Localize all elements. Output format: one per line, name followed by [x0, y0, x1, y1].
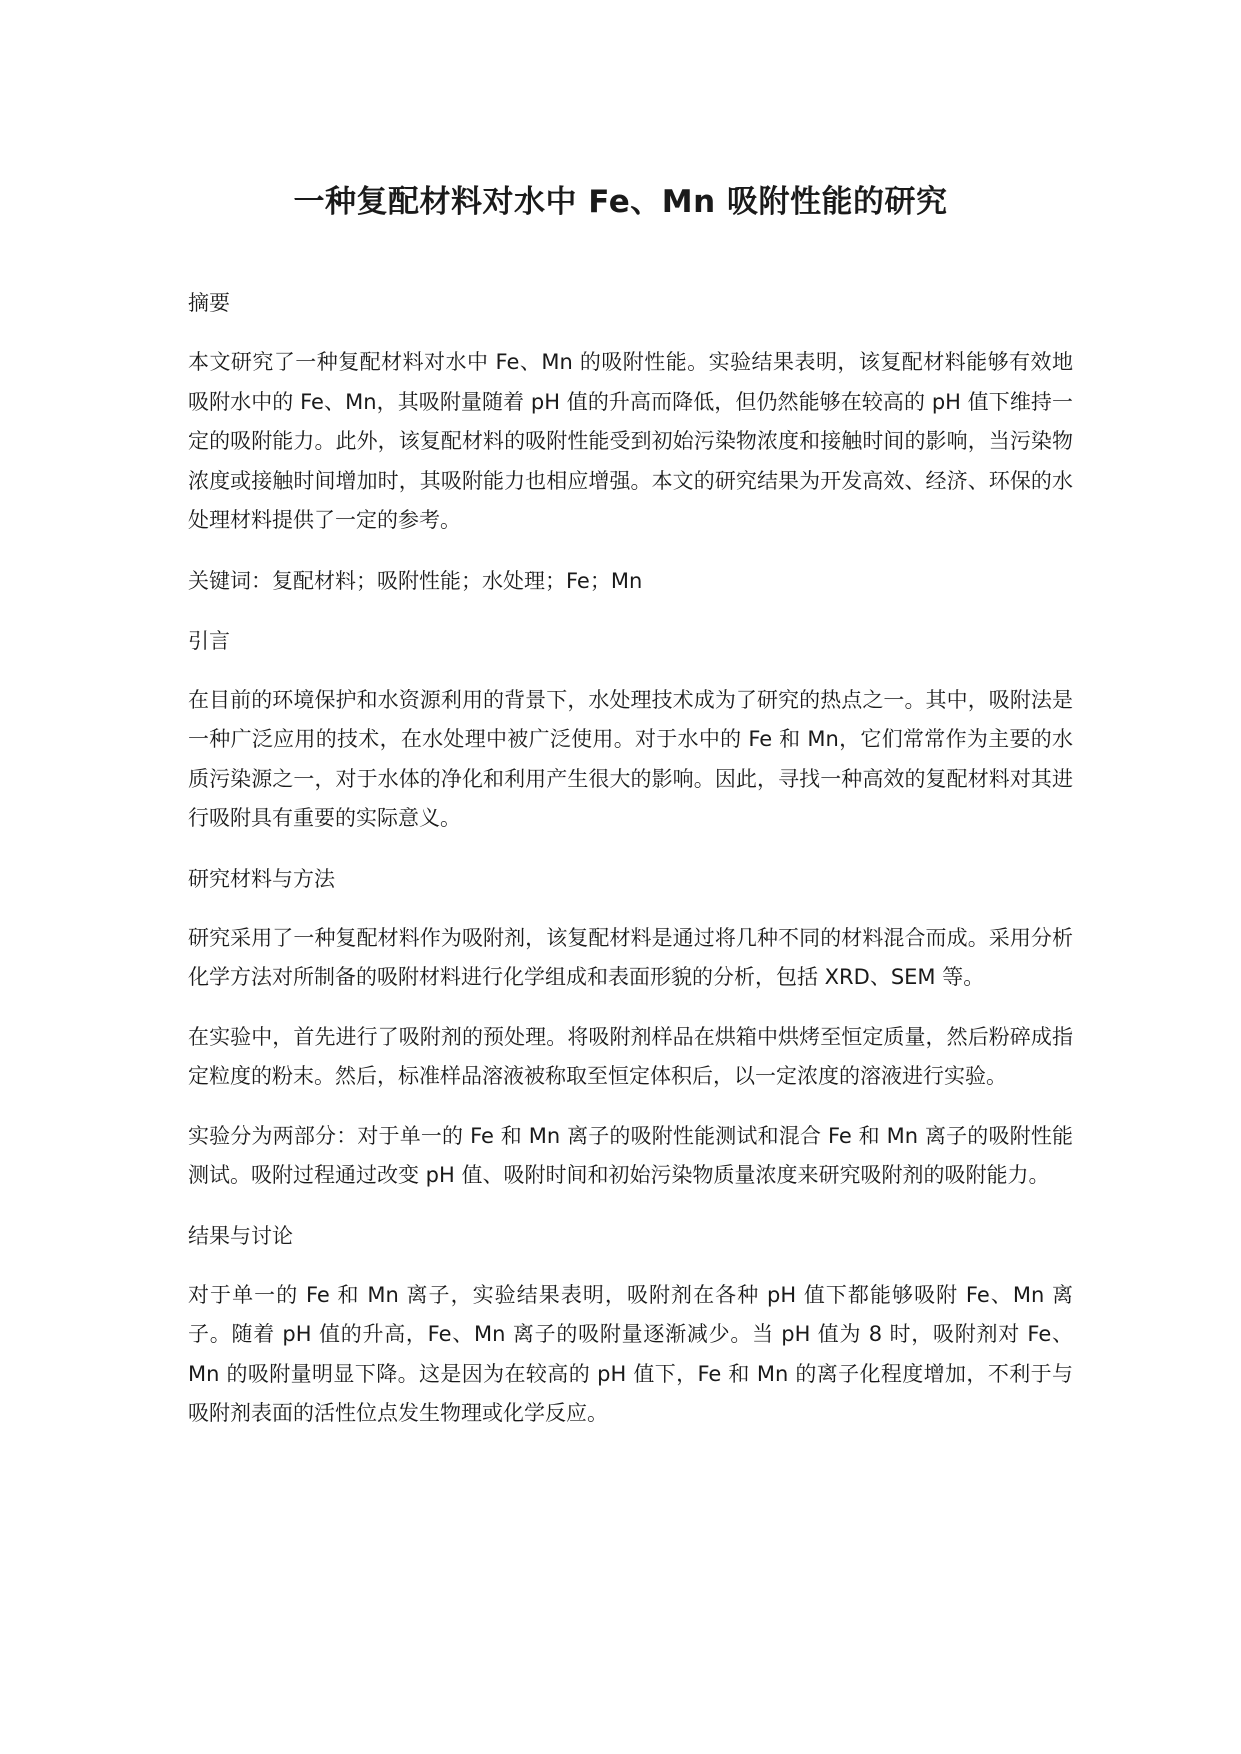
methods-heading: 研究材料与方法	[188, 866, 335, 891]
results-heading: 结果与讨论	[188, 1223, 293, 1248]
results-paragraph-1: 对于单一的 Fe 和 Mn 离子，实验结果表明，吸附剂在各种 pH 值下都能够吸附 Fe、Mn 离子。随着 pH 值的升高，Fe、Mn 离子的吸附量逐渐减少。当 pH 值为 8 时，吸附剂对 Fe、Mn 的吸附量明显下降。这是因为在较高的 pH 值下，Fe 和 Mn 的离子化程度增加，不利于与吸附剂表面的活性位点发生物理或化学反应。	[188, 1282, 1073, 1425]
intro-paragraph: 在目前的环境保护和水资源利用的背景下，水处理技术成为了研究的热点之一。其中，吸附法是一种广泛应用的技术，在水处理中被广泛使用。对于水中的 Fe 和 Mn，它们常常作为主要的水质污染源之一，对于水体的净化和利用产生很大的影响。因此，寻找一种高效的复配材料对其进行吸附具有重要的实际意义。	[188, 687, 1073, 830]
methods-paragraph-3: 实验分为两部分：对于单一的 Fe 和 Mn 离子的吸附性能测试和混合 Fe 和 Mn 离子的吸附性能测试。吸附过程通过改变 pH 值、吸附时间和初始污染物质量浓度来研究吸附剂的吸附能力。	[188, 1123, 1073, 1187]
methods-paragraph-2: 在实验中，首先进行了吸附剂的预处理。将吸附剂样品在烘箱中烘烤至恒定质量，然后粉碎成指定粒度的粉末。然后，标准样品溶液被称取至恒定体积后，以一定浓度的溶液进行实验。	[188, 1024, 1073, 1088]
abstract-heading: 摘要	[188, 291, 230, 315]
document-body	[188, 283, 1073, 1454]
abstract-paragraph: 本文研究了一种复配材料对水中 Fe、Mn 的吸附性能。实验结果表明，该复配材料能够有效地吸附水中的 Fe、Mn，其吸附量随着 pH 值的升高而降低，但仍然能够在较高的 pH 值下维持一定的吸附能力。此外，该复配材料的吸附性能受到初始污染物浓度和接触时间的影响，当污染物浓度或接触时间增加时，其吸附能力也相应增强。本文的研究结果为开发高效、经济、环保的水处理材料提供了一定的参考。	[188, 350, 1073, 532]
document-title: 一种复配材料对水中 Fe、Mn 吸附性能的研究	[293, 184, 948, 220]
intro-heading: 引言	[188, 628, 230, 653]
methods-paragraph-1: 研究采用了一种复配材料作为吸附剂，该复配材料是通过将几种不同的材料混合而成。采用分析化学方法对所制备的吸附材料进行化学组成和表面形貌的分析，包括 XRD、SEM 等。	[188, 925, 1073, 989]
keywords-line: 关键词：复配材料；吸附性能；水处理；Fe；Mn	[188, 568, 643, 593]
